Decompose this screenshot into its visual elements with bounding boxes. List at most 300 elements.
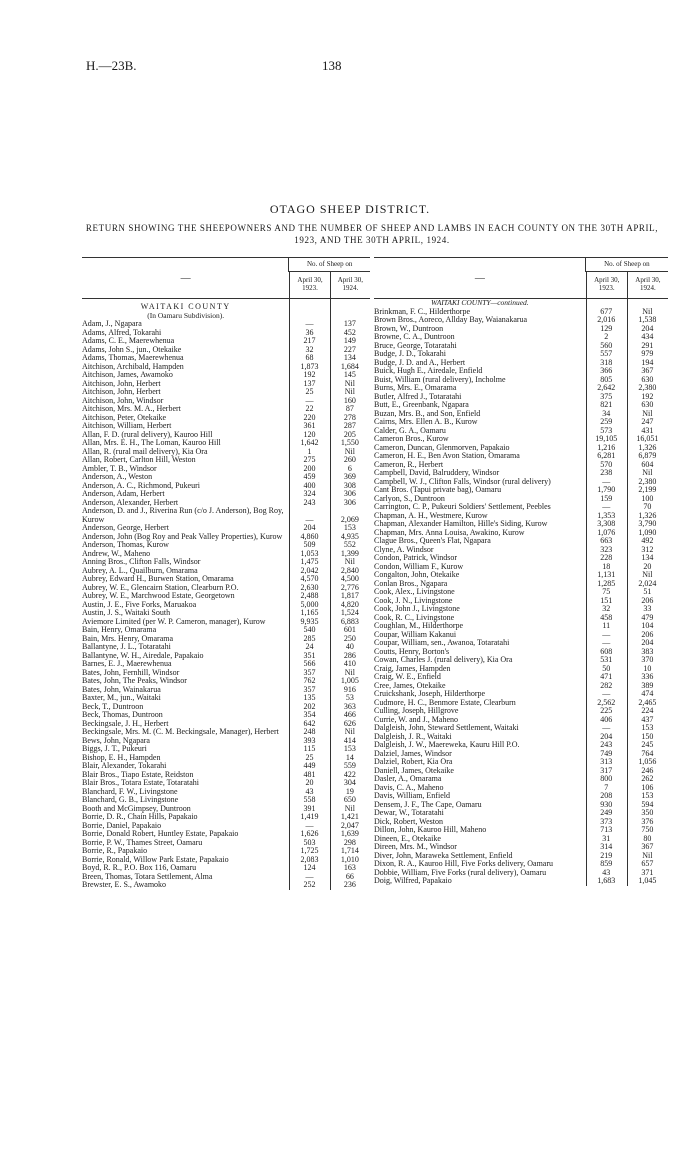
owner-name: Anderson, Adam, Herbert xyxy=(82,489,165,498)
sheep-1923: 449 xyxy=(303,761,316,770)
sheep-1924: 1,538 xyxy=(638,315,657,324)
sheep-1924: 246 xyxy=(641,765,654,775)
owner-name: Cook, J. N., Livingstone xyxy=(374,595,453,605)
sheep-1923: 317 xyxy=(600,765,613,775)
page-number: 138 xyxy=(322,58,342,73)
owner-name: Aubrey, W. E., Glencairn Station, Clearburn P.O. xyxy=(82,582,239,592)
sheep-1924: 559 xyxy=(343,761,356,770)
sheep-1924: 262 xyxy=(641,774,654,783)
owner-name: Bruce, George, Totaratahi xyxy=(374,340,457,350)
sheep-1923: 32 xyxy=(305,344,314,354)
sheep-1923: 642 xyxy=(303,718,316,728)
document-title: OTAGO SHEEP DISTRICT. xyxy=(269,202,431,216)
owner-name: Ambler, T. B., Windsor xyxy=(82,463,157,473)
owner-name: Cant Bros. (Tapui private bag), Oamaru xyxy=(374,485,502,494)
sheep-1924: 3,790 xyxy=(638,519,657,528)
sheep-1924: 1,399 xyxy=(340,548,359,558)
sheep-1923: 393 xyxy=(303,735,316,745)
sheep-1924: 979 xyxy=(641,349,654,358)
owner-name: Cook, Alex., Livingstone xyxy=(374,587,455,596)
sheep-1924: 308 xyxy=(343,480,356,490)
owner-name: Beck, Thomas, Duntroon xyxy=(82,710,163,719)
sheep-1923: 1,725 xyxy=(300,846,319,855)
left-table xyxy=(82,257,370,890)
sheep-1923: 1,419 xyxy=(300,812,319,821)
owner-name: Booth and McGimpsey, Duntroon xyxy=(82,803,191,813)
sheep-1924: 16,051 xyxy=(636,434,659,443)
owner-name: Allan, Mrs. E. H., The Loman, Kauroo Hill xyxy=(82,438,221,447)
owner-name: Dalgleish, J. R., Waitaki xyxy=(374,731,452,741)
owner-name: Aitchison, William, Herbert xyxy=(82,421,172,430)
sheep-1923: 275 xyxy=(303,455,316,464)
owner-name: Bain, Mrs. Henry, Omarama xyxy=(82,633,174,643)
sheep-1923: 2,488 xyxy=(300,591,319,600)
owner-name: Cameron, H. E., Ben Avon Station, Omarama xyxy=(374,451,520,460)
owner-name: Beck, T., Duntroon xyxy=(82,701,144,711)
owner-name: Bews, John, Ngapara xyxy=(82,735,150,745)
owner-name: Boyd, R. R., P.O. Box 116, Oamaru xyxy=(82,863,197,872)
sheep-1923: 204 xyxy=(303,523,316,532)
owner-name: Barnes, E. J., Maerewhenua xyxy=(82,659,172,668)
owner-name: Beckingsale, J. H., Herbert xyxy=(82,718,169,728)
owner-name: Adam, J., Ngapara xyxy=(82,319,142,328)
sheep-1924: 312 xyxy=(641,544,654,554)
sheep-1923: 570 xyxy=(600,459,613,469)
owner-name: Dewar, W., Totaratahi xyxy=(374,808,444,817)
sheep-1923: 313 xyxy=(600,757,613,766)
sheep-1923: 373 xyxy=(600,816,613,826)
owner-name: Cowan, Charles J. (rural delivery), Kia Ora xyxy=(374,655,513,664)
owner-name: Burns, Mrs. E., Omarama xyxy=(374,383,457,392)
owner-name: Conlan Bros., Ngapara xyxy=(374,578,448,588)
owner-name: Adams, John S., jun., Otekaike xyxy=(82,344,182,354)
owner-name: Doig, Wilfred, Papakaio xyxy=(374,876,452,885)
sheep-1924: 291 xyxy=(641,340,654,350)
sheep-1924: 410 xyxy=(343,659,356,668)
sheep-1923: 713 xyxy=(600,825,613,834)
col-1924-header: April 30, 1924. xyxy=(330,272,370,298)
sheep-1923: — xyxy=(602,629,611,639)
sheep-1923: 120 xyxy=(303,429,316,439)
owner-name: Breen, Thomas, Totara Settlement, Alma xyxy=(82,871,213,881)
sheep-1923: 243 xyxy=(303,497,316,507)
sheep-1924: 287 xyxy=(343,421,356,430)
owner-name: Allan, F. D. (rural delivery), Kauroo Hill xyxy=(82,429,213,439)
owner-name: Borrie, P. W., Thames Street, Oamaru xyxy=(82,837,203,847)
sheep-1924: 367 xyxy=(641,366,654,375)
owner-name: Anderson, Alexander, Herbert xyxy=(82,497,179,507)
sheep-1923: 821 xyxy=(600,400,613,409)
sheep-1924: 1,010 xyxy=(340,854,359,864)
owner-name: Diver, John, Maraweka Settlement, Enfield xyxy=(374,850,513,860)
sheep-1923: 43 xyxy=(305,786,314,796)
sheep-1923: — xyxy=(305,514,314,524)
sheep-1924: 204 xyxy=(641,323,654,333)
sheep-1923: 9,935 xyxy=(300,616,319,626)
sheep-1923: 677 xyxy=(600,306,613,316)
sheep-1924: 53 xyxy=(345,693,354,702)
sheep-1923: 558 xyxy=(303,795,316,804)
sheep-1924: 437 xyxy=(641,714,654,724)
owner-name: Cudmore, H. C., Benmore Estate, Clearburn xyxy=(374,697,516,707)
owner-name: Cameron Bros., Kurow xyxy=(374,434,449,443)
sheep-1923: 540 xyxy=(303,625,316,634)
owner-name: Chapman, A. H., Westmere, Kurow xyxy=(374,510,488,520)
sheep-1923: 151 xyxy=(600,595,613,605)
sheep-1924: 1,090 xyxy=(638,527,657,537)
owner-name: Davis, C. A., Maheno xyxy=(374,782,444,792)
sheep-1923: 608 xyxy=(600,646,613,656)
sheep-1924: 2,380 xyxy=(638,476,657,486)
sheep-1923: 1,353 xyxy=(597,510,616,520)
owner-name: Butler, Alfred J., Totaratahi xyxy=(374,391,462,401)
sheep-1923: 124 xyxy=(303,863,316,872)
sheep-1924: 206 xyxy=(641,629,654,639)
owner-name: Blair Bros., Totara Estate, Totaratahi xyxy=(82,778,199,787)
sheep-1923: 20 xyxy=(305,778,314,787)
sheep-1924: Nil xyxy=(344,387,355,396)
sheep-1924: 2,840 xyxy=(340,565,359,575)
owner-name: Cruickshank, Joseph, Hilderthorpe xyxy=(374,689,486,698)
sheep-1923: — xyxy=(305,820,314,830)
owner-name: Aubrey, A. L., Quailburn, Omarama xyxy=(82,565,198,575)
owner-name: Bates, John, Fernhill, Windsor xyxy=(82,667,180,677)
sheep-1924: 630 xyxy=(641,374,654,384)
sheep-1924: 163 xyxy=(343,863,356,872)
rows-container xyxy=(374,308,668,886)
sheep-1923: 24 xyxy=(305,642,314,651)
document-subtitle: RETURN SHOWING THE SHEEPOWNERS AND THE NUMBER OF SHEEP AND LAMBS IN EACH COUNTY ON THE 30TH APRIL, 1923, AND THE 30TH APRIL, 1924. xyxy=(85,223,659,245)
sheep-1923: 566 xyxy=(303,659,316,668)
owner-name: Buzan, Mrs. B., and Son, Enfield xyxy=(374,408,481,418)
sheep-1924: 552 xyxy=(343,540,356,549)
col-1924-header: April 30, 1924. xyxy=(627,272,668,298)
sheep-1924: 204 xyxy=(641,638,654,647)
sheep-1924: 4,500 xyxy=(340,574,359,583)
sheep-1924: 153 xyxy=(641,723,654,732)
owner-name: Budge, J. D. and A., Herbert xyxy=(374,357,466,367)
sheep-1923: 557 xyxy=(600,349,613,358)
sheep-1924: 192 xyxy=(641,391,654,401)
sheep-1924: 14 xyxy=(345,752,354,762)
owner-name: Cook, R. C., Livingstone xyxy=(374,612,455,622)
column-divider xyxy=(627,299,628,886)
sheep-1924: 601 xyxy=(343,625,356,634)
sheep-1924: Nil xyxy=(344,446,355,456)
sheep-1923: 192 xyxy=(303,370,316,379)
owner-name: Blanchard, G. B., Livingstone xyxy=(82,795,179,804)
sheep-1924: 4,820 xyxy=(340,599,359,609)
sheep-1923: 22 xyxy=(305,404,314,413)
owner-name: Buist, William (rural delivery), Incholme xyxy=(374,374,506,384)
owner-name: Austin, J. S., Waitaki South xyxy=(82,608,171,617)
owner-name: Anderson, D. and J., Riverina Run (c/o J. Anderson), Bog Roy, Kurow xyxy=(82,506,284,524)
owner-name: Allan, R. (rural mail delivery), Kia Ora xyxy=(82,446,208,456)
table-body xyxy=(82,299,370,890)
sheep-1923: 252 xyxy=(303,880,316,889)
sheep-1923: 314 xyxy=(600,842,613,851)
owner-name: Borrie, R., Papakaio xyxy=(82,846,148,855)
owner-name: Culling, Joseph, Hillgrove xyxy=(374,706,459,715)
sheep-1923: 219 xyxy=(600,850,613,860)
table-header xyxy=(374,257,668,299)
owner-name: Bishop, E. H., Hampden xyxy=(82,752,161,762)
sheep-1924: 1,684 xyxy=(340,361,359,371)
owner-name: Aubrey, Edward H., Burwen Station, Omarama xyxy=(82,574,234,583)
sheep-1924: 145 xyxy=(343,370,356,379)
sheep-1923: 930 xyxy=(600,799,613,809)
sheep-1923: 2,042 xyxy=(300,565,319,575)
sheep-count-header: No. of Sheep on xyxy=(585,258,668,272)
owner-name: Ballantyne, J. L., Totaratahi xyxy=(82,642,171,651)
sheep-1924: 371 xyxy=(641,867,654,877)
sheep-1923: 217 xyxy=(303,336,316,345)
sheep-1923: 159 xyxy=(600,493,613,503)
owner-name: Butt, E., Greenbank, Ngapara xyxy=(374,400,469,409)
sheep-1924: 367 xyxy=(641,842,654,851)
owner-name: Direen, Mrs. M., Windsor xyxy=(374,842,457,851)
sheep-1924: 278 xyxy=(343,412,356,422)
owner-name: Allan, Robert, Carlton Hill, Weston xyxy=(82,455,196,464)
owner-name: Adams, Alfred, Tokarahi xyxy=(82,327,162,337)
sheep-1924: 104 xyxy=(641,621,654,630)
sheep-1923: 32 xyxy=(602,604,611,613)
sheep-1924: 2,047 xyxy=(340,820,359,830)
sheep-1923: 1,053 xyxy=(300,548,319,558)
owner-name: Aitchison, John, Herbert xyxy=(82,387,161,396)
rows-container xyxy=(82,320,370,890)
sheep-1924: 87 xyxy=(345,404,354,413)
name-column-header: — xyxy=(180,273,191,284)
sheep-1924: 431 xyxy=(641,425,654,435)
sheep-1924: 1,056 xyxy=(638,757,657,766)
sheep-1923: 762 xyxy=(303,676,316,685)
sheep-1923: 318 xyxy=(600,357,613,367)
sheep-1924: 1,817 xyxy=(340,591,359,600)
owner-name: Andrew, W., Maheno xyxy=(82,548,151,558)
sheep-1923: 391 xyxy=(303,803,316,813)
sheep-1923: 1,626 xyxy=(300,829,319,838)
sheep-1923: 36 xyxy=(305,327,314,337)
sheep-1923: 1,475 xyxy=(300,557,319,566)
owner-name: Blanchard, F. W., Livingstone xyxy=(82,786,178,796)
sheep-1923: 115 xyxy=(303,744,316,753)
sheep-1923: 1,642 xyxy=(300,438,319,447)
sheep-1923: 225 xyxy=(600,706,613,715)
owner-name: Borrie, Ronald, Willow Park Estate, Papakaio xyxy=(82,854,229,864)
owner-name: Buick, Hugh E., Airedale, Enfield xyxy=(374,366,483,375)
sheep-1924: 370 xyxy=(641,655,654,664)
sheep-1924: 383 xyxy=(641,646,654,656)
sheep-1924: 150 xyxy=(641,731,654,741)
table-row xyxy=(82,507,370,524)
owner-name: Cairns, Mrs. Ellen A. B., Kurow xyxy=(374,417,478,426)
sheep-1924: 434 xyxy=(641,332,654,341)
table-header xyxy=(82,257,370,299)
owner-name: Cameron, R., Herbert xyxy=(374,459,444,469)
sheep-1924: 33 xyxy=(643,604,652,613)
sheep-1924: 650 xyxy=(343,795,356,804)
sheep-1924: 2,069 xyxy=(340,514,359,524)
owner-name: Austin, J. E., Five Forks, Maruakoa xyxy=(82,599,197,609)
sheep-1924: 66 xyxy=(345,871,354,881)
sheep-1923: 68 xyxy=(305,353,314,362)
sheep-1924: 466 xyxy=(343,710,356,719)
owner-name: Dalziel, Robert, Kia Ora xyxy=(374,757,453,766)
sheep-1923: — xyxy=(602,476,611,486)
sheep-1924: 19 xyxy=(345,786,354,796)
sheep-1924: 1,421 xyxy=(340,812,359,821)
sheep-1923: 1,873 xyxy=(300,361,319,371)
owner-name: Biggs, J. T., Pukeuri xyxy=(82,744,147,753)
owner-name: Dalgleish, John, Steward Settlement, Waitaki xyxy=(374,723,519,732)
sheep-1924: 1,524 xyxy=(340,608,359,617)
sheep-1923: 3,308 xyxy=(597,519,616,528)
county-heading: WAITAKI COUNTY xyxy=(140,302,231,311)
owner-name: Aubrey, W. E., Marchwood Estate, Georgetown xyxy=(82,591,235,600)
owner-name: Bates, John, Wainakarua xyxy=(82,684,161,694)
sheep-1924: 2,024 xyxy=(638,578,657,588)
sheep-1923: 749 xyxy=(600,748,613,758)
sheep-1924: 236 xyxy=(343,880,356,889)
sheep-1923: 248 xyxy=(303,727,316,736)
sheep-1924: Nil xyxy=(344,727,355,736)
subdivision-heading: (In Oamaru Subdivision). xyxy=(147,310,225,320)
owner-name: Ballantyne, W. H., Airedale, Papakaio xyxy=(82,650,204,660)
sheep-1923: 135 xyxy=(303,693,316,702)
sheep-1923: — xyxy=(305,871,314,881)
sheep-1924: 604 xyxy=(641,459,654,469)
sheep-1923: 509 xyxy=(303,540,316,549)
owner-name: Davis, William, Enfield xyxy=(374,791,450,800)
col-1923-header: April 30, 1923. xyxy=(586,272,627,298)
sheep-1924: 479 xyxy=(641,612,654,622)
sheep-1923: 663 xyxy=(600,536,613,545)
sheep-1923: 1,683 xyxy=(597,876,616,885)
sheep-1924: 51 xyxy=(643,587,652,596)
owner-name: Coupar, William Kakanui xyxy=(374,629,457,639)
sheep-1924: 6 xyxy=(347,463,352,473)
owner-name: Congalton, John, Otekaike xyxy=(374,570,460,579)
table-row xyxy=(374,877,668,886)
owner-name: Dalgleish, J. W., Maereweka, Kauru Hill P.O. xyxy=(374,740,520,749)
owner-name: Aitchison, Mrs. M. A., Herbert xyxy=(82,404,181,413)
sheep-1924: 304 xyxy=(343,778,356,787)
sheep-1923: 354 xyxy=(303,710,316,719)
owner-name: Clyne, A. Windsor xyxy=(374,544,434,554)
sheep-1923: 50 xyxy=(602,663,611,673)
owner-name: Daniell, James, Otekaike xyxy=(374,765,454,775)
sheep-1923: 208 xyxy=(600,791,613,800)
sheep-1924: 80 xyxy=(643,833,652,843)
sheep-1923: 531 xyxy=(600,655,613,664)
sheep-1924: 40 xyxy=(345,642,354,651)
document-reference: H.—23B. xyxy=(86,58,137,73)
sheep-1923: 357 xyxy=(303,667,316,677)
sheep-1923: 800 xyxy=(600,774,613,783)
sheep-1924: 134 xyxy=(343,353,356,362)
sheep-1923: 805 xyxy=(600,374,613,384)
sheep-1924: Nil xyxy=(344,803,355,813)
sheep-1923: 19,105 xyxy=(595,434,618,443)
sheep-1924: 260 xyxy=(343,455,356,464)
owner-name: Bates, John, The Peaks, Windsor xyxy=(82,676,187,685)
table-body xyxy=(374,299,668,886)
sheep-1924: Nil xyxy=(642,850,653,860)
sheep-1924: 205 xyxy=(343,429,356,439)
sheep-1923: — xyxy=(305,395,314,405)
sheep-1924: 594 xyxy=(641,799,654,809)
sheep-1924: 376 xyxy=(641,816,654,826)
owner-name: Beckingsale, Mrs. M. (C. M. Beckingsale, Manager), Herbert xyxy=(82,727,279,736)
sheep-1923: 285 xyxy=(303,633,316,643)
owner-name: Brown Bros., Aoreco, Allday Bay, Waianakarua xyxy=(374,315,528,324)
sheep-1923: 481 xyxy=(303,769,316,779)
owner-name: Brown, W., Duntroon xyxy=(374,323,444,333)
sheep-1923: 471 xyxy=(600,672,613,681)
sheep-1923: — xyxy=(602,502,611,511)
sheep-1923: 503 xyxy=(303,837,316,847)
sheep-1923: 859 xyxy=(600,859,613,868)
owner-name: Aitchison, Peter, Otekaike xyxy=(82,412,167,422)
owner-name: Anderson, John (Bog Roy and Peak Valley Properties), Kurow xyxy=(82,531,283,541)
sheep-1924: 10 xyxy=(643,663,652,673)
sheep-1924: 1,550 xyxy=(340,438,359,447)
owner-name: Condon, Patrick, Windsor xyxy=(374,553,458,562)
sheep-1924: 160 xyxy=(343,395,356,405)
sheep-1923: 43 xyxy=(602,867,611,877)
owner-name: Adams, C. E., Maerewhenua xyxy=(82,336,175,345)
owner-name: Dasler, A., Omarama xyxy=(374,774,442,783)
owner-name: Craig, James, Hampden xyxy=(374,663,451,673)
owner-name: Chapman, Mrs. Anna Louisa, Awakino, Kurow xyxy=(374,527,525,537)
sheep-1924: 492 xyxy=(641,536,654,545)
owner-name: Brinkman, F. C., Hilderthorpe xyxy=(374,306,471,316)
sheep-1924: 363 xyxy=(343,701,356,711)
sheep-1923: 2,630 xyxy=(300,582,319,592)
sheep-1924: 149 xyxy=(343,336,356,345)
owner-name: Dillon, John, Kauroo Hill, Maheno xyxy=(374,825,487,834)
sheep-1923: 1,076 xyxy=(597,527,616,537)
owner-name: Coughlan, M., Hilderthorpe xyxy=(374,621,464,630)
sheep-1923: 1,216 xyxy=(597,442,616,452)
sheep-1923: 31 xyxy=(602,833,611,843)
sheep-1924: Nil xyxy=(642,468,653,477)
sheep-1924: 20 xyxy=(643,561,652,571)
sheep-1923: 11 xyxy=(602,621,611,630)
sheep-1924: 224 xyxy=(641,706,654,715)
owner-name: Borrie, Donald Robert, Huntley Estate, Papakaio xyxy=(82,829,239,838)
sheep-1924: Nil xyxy=(344,667,355,677)
sheep-1923: 18 xyxy=(602,561,611,571)
sheep-1924: Nil xyxy=(642,306,653,316)
sheep-1924: 134 xyxy=(641,553,654,562)
sheep-1924: 350 xyxy=(641,808,654,817)
sheep-1924: 657 xyxy=(641,859,654,868)
sheep-1923: 204 xyxy=(600,731,613,741)
sheep-1924: 2,199 xyxy=(638,485,657,494)
owner-name: Brewster, E. S., Awamoko xyxy=(82,880,167,889)
sheep-1923: 7 xyxy=(604,782,609,792)
owner-name: Aviemore Limited (per W. P. Cameron, manager), Kurow xyxy=(82,616,266,626)
sheep-1923: 6,281 xyxy=(597,451,616,460)
owner-name: Borrie, Daniel, Papakaio xyxy=(82,820,162,830)
sheep-1924: 626 xyxy=(343,718,356,728)
owner-name: Clague Bros., Queen's Flat, Ngapara xyxy=(374,536,491,545)
sheep-1923: 357 xyxy=(303,684,316,694)
sheep-1924: 1,639 xyxy=(340,829,359,838)
owner-name: Currie, W. and J., Maheno xyxy=(374,714,458,724)
